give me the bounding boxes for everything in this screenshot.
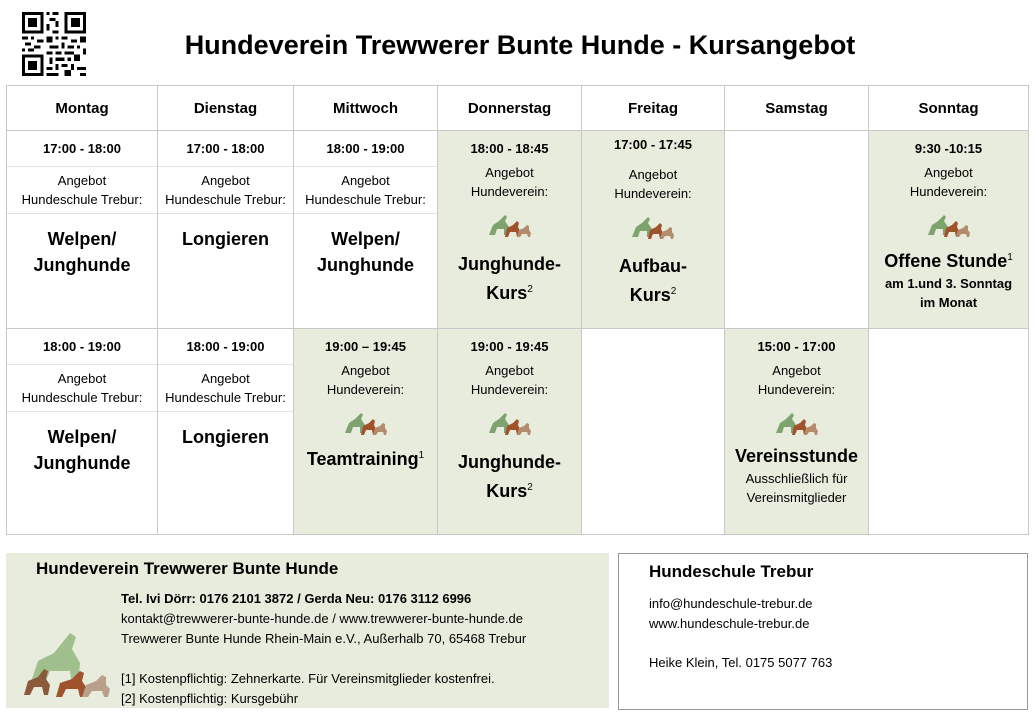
dogs-icon — [487, 409, 533, 437]
course-provider: Angebot Hundeverein: — [757, 363, 836, 397]
course-time: 18:00 - 19:00 — [42, 339, 122, 354]
course-schedule-note: am 1.und 3. Sonntag im Monat — [884, 276, 1013, 310]
footer-school-info — [618, 553, 1028, 710]
course-name: Teamtraining$^1$ — [306, 449, 425, 469]
course-name: Vereinsstunde — [734, 446, 859, 466]
footer-club-address: Trewwerer Bunte Hunde Rhein-Main e.V., Außerhalb 70, 65468 Trebur — [121, 631, 527, 646]
course-time: 19:00 - 19:45 — [470, 339, 549, 354]
course-name: Longieren — [181, 427, 269, 447]
course-name: Junghunde- Kurs$^2$ — [458, 452, 561, 501]
course-note: Ausschließlich für Vereinsmitglieder — [745, 471, 848, 505]
course-provider: Angebot Hundeverein: — [470, 165, 549, 199]
course-provider: Angebot Hundeschule Trebur: — [158, 364, 293, 412]
footer-school-contact: Heike Klein, Tel. 0175 5077 763 — [649, 655, 833, 670]
footer-school-email: info@hundeschule-trebur.de — [649, 596, 813, 611]
course-name: Offene Stunde$^1$ — [884, 251, 1013, 271]
dogs-icon — [774, 409, 820, 437]
dogs-icon — [20, 623, 120, 701]
course-name: Junghunde- Kurs$^2$ — [458, 254, 561, 303]
course-time: 15:00 - 17:00 — [757, 339, 836, 354]
dogs-icon — [487, 211, 533, 239]
dogs-icon — [926, 211, 972, 239]
footer-club-title: Hundeverein Trewwerer Bunte Hunde — [36, 559, 339, 578]
course-time: 18:00 - 19:00 — [186, 339, 265, 354]
day-header-mittwoch: Mittwoch — [294, 86, 438, 131]
course-provider: Angebot Hundeverein: — [470, 363, 549, 397]
footnote-2: [2] Kostenpflichtig: Kursgebühr — [121, 691, 299, 706]
course-name: Welpen/ Junghunde — [317, 229, 414, 275]
cell-donnerstag-1 — [438, 131, 582, 329]
qr-code-icon — [18, 12, 90, 76]
course-time: 18:00 - 19:00 — [326, 141, 405, 156]
footnote-1: [1] Kostenpflichtig: Zehnerkarte. Für Vereinsmitglieder kostenfrei. — [121, 671, 495, 686]
course-provider: Angebot Hundeverein: — [909, 165, 988, 199]
footer-club-contact: kontakt@trewwerer-bunte-hunde.de / www.trewwerer-bunte-hunde.de — [121, 611, 523, 626]
course-name: Welpen/ Junghunde — [33, 427, 131, 473]
day-header-montag: Montag — [7, 86, 158, 131]
footer-school-web: www.hundeschule-trebur.de — [649, 616, 810, 631]
course-time: 9:30 -10:15 — [914, 141, 983, 156]
course-provider: Angebot Hundeverein: — [326, 363, 405, 397]
cell-freitag-2 — [582, 329, 725, 535]
day-header-sonntag: Sonntag — [869, 86, 1029, 131]
course-provider: Angebot Hundeschule Trebur: — [7, 166, 157, 214]
course-name: Longieren — [181, 229, 269, 249]
cell-sonntag-1 — [869, 131, 1029, 329]
cell-mittwoch-1 — [294, 131, 438, 329]
course-time: 17:00 - 18:00 — [186, 141, 265, 156]
footer-club-info — [6, 553, 609, 708]
course-provider: Angebot Hundeverein: — [614, 167, 692, 201]
page-title: Hundeverein Trewwerer Bunte Hunde - Kursangebot — [184, 30, 856, 60]
course-provider: Angebot Hundeschule Trebur: — [294, 166, 437, 214]
course-provider: Angebot Hundeschule Trebur: — [7, 364, 157, 412]
course-name: Aufbau- Kurs$^2$ — [619, 256, 687, 305]
day-header-donnerstag: Donnerstag — [438, 86, 582, 131]
day-header-freitag: Freitag — [582, 86, 725, 131]
cell-montag-1 — [7, 131, 158, 329]
footer-club-phone: Tel. Ivi Dörr: 0176 2101 3872 / Gerda Neu: 0176 3112 6996 — [121, 591, 472, 606]
dogs-icon — [343, 409, 389, 437]
cell-sonntag-2 — [869, 329, 1029, 535]
course-provider: Angebot Hundeschule Trebur: — [158, 166, 293, 214]
course-time: 17:00 - 17:45 — [613, 137, 693, 152]
schedule-table — [6, 85, 1029, 535]
cell-montag-2 — [7, 329, 158, 535]
course-time: 19:00 – 19:45 — [325, 339, 406, 354]
cell-freitag-1 — [582, 131, 725, 329]
cell-samstag-2 — [725, 329, 869, 535]
cell-mittwoch-2 — [294, 329, 438, 535]
course-time: 18:00 - 18:45 — [470, 141, 549, 156]
cell-dienstag-1 — [158, 131, 294, 329]
course-name: Welpen/ Junghunde — [33, 229, 131, 275]
course-time: 17:00 - 18:00 — [42, 141, 122, 156]
day-header-samstag: Samstag — [725, 86, 869, 131]
cell-donnerstag-2 — [438, 329, 582, 535]
footer-school-title: Hundeschule Trebur — [649, 562, 814, 581]
cell-dienstag-2 — [158, 329, 294, 535]
dogs-icon — [630, 213, 676, 241]
cell-samstag-1 — [725, 131, 869, 329]
day-header-dienstag: Dienstag — [158, 86, 294, 131]
